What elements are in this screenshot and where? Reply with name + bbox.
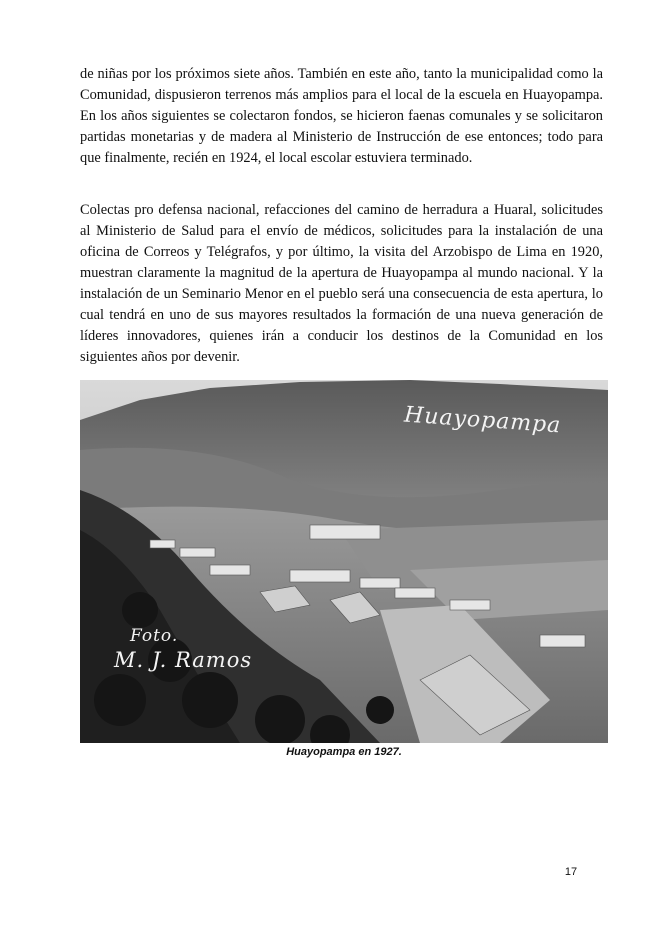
body-paragraph-2: Colectas pro defensa nacional, refacciones del camino de herradura a Huaral, solicitudes al Ministerio de Salud para el envío de médicos, solicitudes para la instalación de una oficina de Correos y Telégrafos, y por último, la visita del Arzobispo de Lima en 1920, muestran claramente la magnitud de la apertura de Huayopampa al mundo nacional. Y la instalación de un Seminario Menor en el pueblo será una consecuencia de esta apertura, lo cual tendrá en uno de sus mayores resultados la formación de una nueva generación de líderes innovadores, quienes irán a conducir los destinos de la Comunidad en los siguientes años por devenir. [80,202,603,365]
photo-caption: Huayopampa en 1927. [286,746,402,758]
historic-photo-huayopampa [80,380,608,743]
photo-handwritten-credit-name: M. J. Ramos [114,648,253,672]
photo-handwritten-credit-label: Foto. [130,626,179,646]
body-paragraph-1: de niñas por los próximos siete años. También en este año, tanto la municipalidad como la Comunidad, dispusieron terrenos más amplios para el local de la escuela en Huayopampa. En los años siguientes se colectaron fondos, se hicieron faenas comunales y se solicitaron partidas monetarias y de madera al Ministerio de Instrucción de ese entonces; todo para que finalmente, recién en 1924, el local escolar estuviera terminado. [80,66,603,166]
page-number: 17 [564,866,578,878]
photo-handwritten-title: Huayopampa [403,402,563,439]
